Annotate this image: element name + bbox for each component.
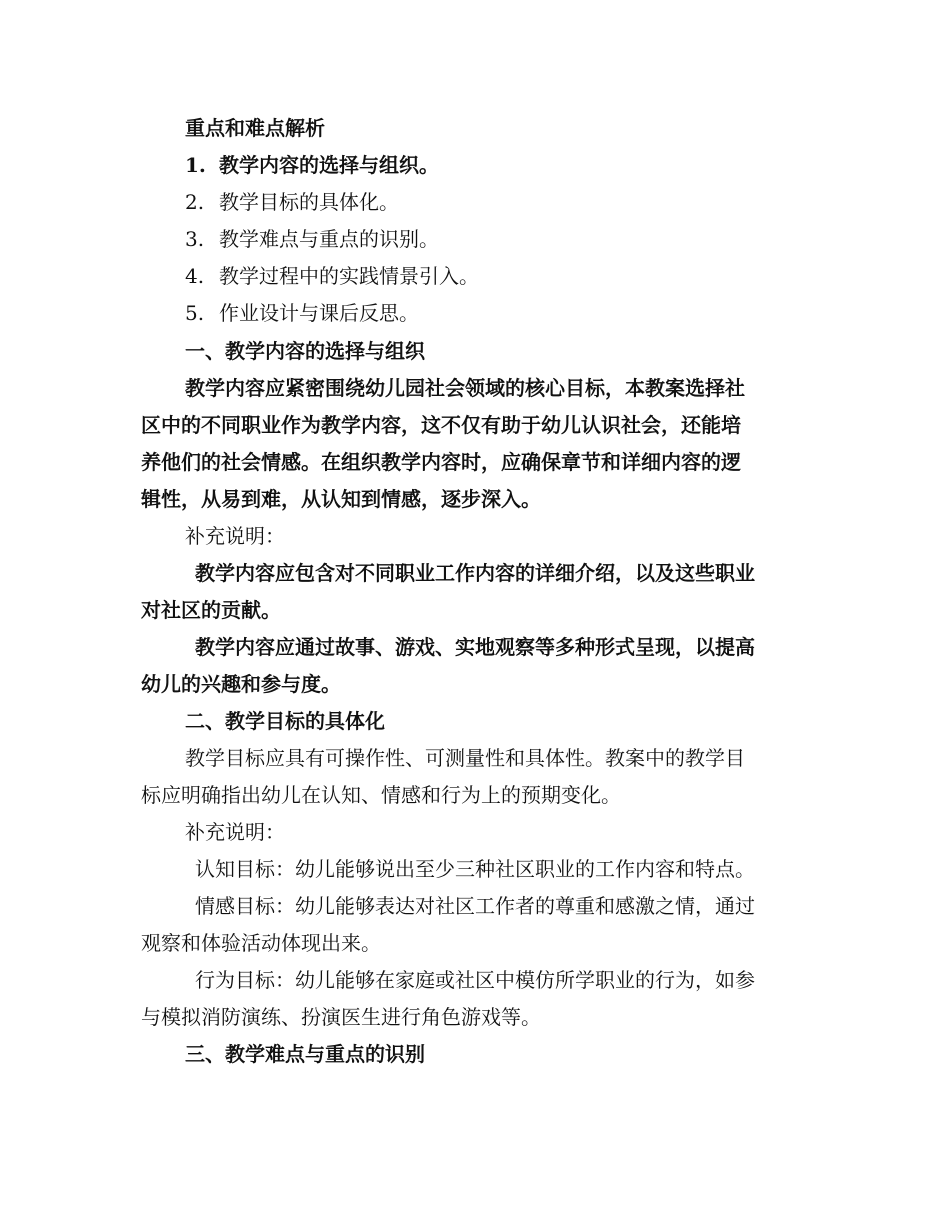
section1-para-line: 教学内容应紧密围绕幼儿园社会领域的核心目标，本教案选择社: [185, 376, 745, 400]
toc-item-3-num: 3.: [185, 227, 205, 251]
toc-item-1: [185, 152, 439, 178]
section1-supplement-label: 补充说明：: [185, 524, 285, 548]
behavior-goal-line: 与模拟消防演练、扮演医生进行角色游戏等。: [141, 1005, 541, 1029]
section1-para-line: 辑性，从易到难，从认知到情感，逐步深入。: [141, 487, 541, 511]
toc-item-2-text: 教学目标的具体化。: [219, 190, 399, 214]
section1-heading: 一、教学内容的选择与组织: [185, 339, 425, 363]
cognitive-goal-line: 认知目标：幼儿能够说出至少三种社区职业的工作内容和特点。: [195, 857, 755, 881]
section2-supplement-label: 补充说明：: [185, 820, 285, 844]
section1-item2-line: 教学内容应通过故事、游戏、实地观察等多种形式呈现，以提高: [195, 635, 755, 659]
toc-item-5-num: 5.: [185, 301, 205, 325]
section1-para-line: 养他们的社会情感。在组织教学内容时，应确保章节和详细内容的逻: [141, 450, 741, 474]
section1-item1-line: 教学内容应包含对不同职业工作内容的详细介绍，以及这些职业: [195, 561, 755, 585]
toc-item-5: [185, 300, 419, 326]
section2-para-line: 教学目标应具有可操作性、可测量性和具体性。教案中的教学目: [185, 746, 745, 770]
document-title: 重点和难点解析: [185, 116, 325, 140]
toc-item-4-num: 4.: [185, 264, 205, 288]
section2-heading: 二、教学目标的具体化: [185, 709, 385, 733]
emotional-goal-line: 观察和体验活动体现出来。: [141, 931, 381, 955]
toc-item-5-text: 作业设计与课后反思。: [219, 301, 419, 325]
emotional-goal-line: 情感目标：幼儿能够表达对社区工作者的尊重和感激之情，通过: [195, 894, 755, 918]
toc-item-3: [185, 226, 439, 252]
toc-item-2-num: 2.: [185, 190, 205, 214]
section1-item2-line: 幼儿的兴趣和参与度。: [141, 672, 341, 696]
toc-item-1-num: 1.: [185, 153, 206, 177]
section1-item1-line: 对社区的贡献。: [141, 598, 281, 622]
toc-item-1-text: 教学内容的选择与组织。: [219, 153, 439, 177]
toc-item-2: [185, 189, 399, 215]
behavior-goal-line: 行为目标：幼儿能够在家庭或社区中模仿所学职业的行为，如参: [195, 968, 755, 992]
toc-item-4-text: 教学过程中的实践情景引入。: [219, 264, 479, 288]
section1-para-line: 区中的不同职业作为教学内容，这不仅有助于幼儿认识社会，还能培: [141, 413, 741, 437]
toc-item-4: [185, 263, 479, 289]
toc-item-3-text: 教学难点与重点的识别。: [219, 227, 439, 251]
section2-para-line: 标应明确指出幼儿在认知、情感和行为上的预期变化。: [141, 783, 621, 807]
section3-heading: 三、教学难点与重点的识别: [185, 1042, 425, 1066]
